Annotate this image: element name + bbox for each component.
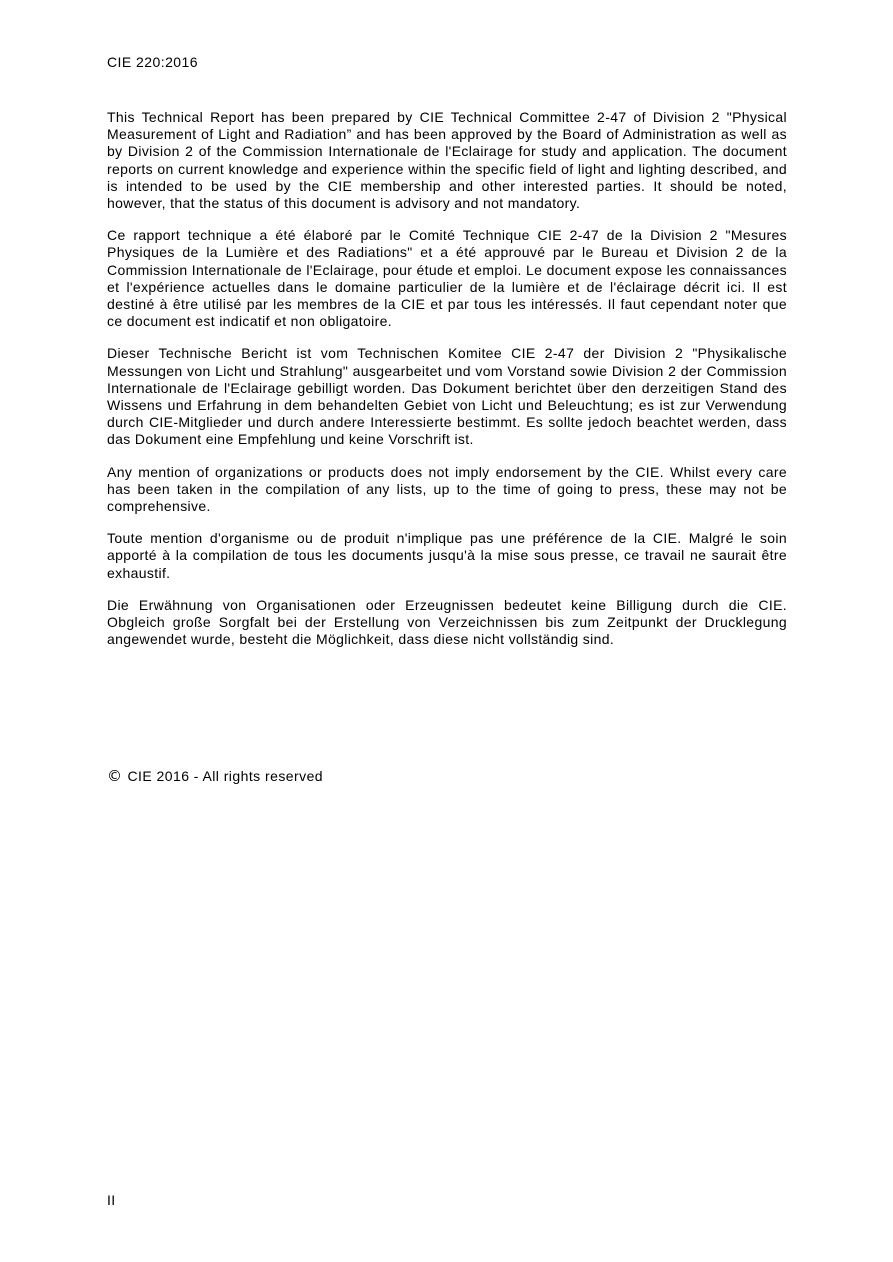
- copyright-text: CIE 2016 - All rights reserved: [127, 768, 324, 784]
- copyright-notice: [107, 768, 323, 785]
- copyright-symbol: ©: [107, 767, 123, 785]
- paragraph-german-report: Dieser Technische Bericht ist vom Technischen Komitee CIE 2-47 der Division 2 "Physikalische Messungen von Licht und Strahlung" ausgearbeitet und vom Vorstand sowie Division 2 der Commission Internationale de l'Eclairage gebilligt worden. Das Dokument berichtet über den derzeitigen Stand des Wissens und Erfahrung in dem behandelten Gebiet von Licht und Beleuchtung; es ist zur Verwendung durch CIE-Mitglieder und durch andere Interessierte bestimmt. Es sollte jedoch beachtet werden, dass das Dokument eine Empfehlung und keine Vorschrift ist.: [107, 345, 787, 448]
- body-text: [107, 109, 787, 663]
- document-id-header: CIE 220:2016: [107, 54, 199, 70]
- paragraph-german-disclaimer: Die Erwähnung von Organisationen oder Erzeugnissen bedeutet keine Billigung durch die CIE. Obgleich große Sorgfalt bei der Erstellung von Verzeichnissen bis zum Zeitpunkt der Drucklegung angewendet wurde, besteht die Möglichkeit, dass diese nicht vollständig sind.: [107, 596, 787, 648]
- paragraph-english-disclaimer: Any mention of organizations or products does not imply endorsement by the CIE. Whilst every care has been taken in the compilation of any lists, up to the time of going to press, these may not be comprehensive.: [107, 463, 787, 515]
- paragraph-english-report: This Technical Report has been prepared by CIE Technical Committee 2-47 of Division 2 "Physical Measurement of Light and Radiation” and has been approved by the Board of Administration as well as by Division 2 of the Commission Internationale de l'Eclairage for study and application. The document reports on current knowledge and experience within the specific field of light and lighting described, and is intended to be used by the CIE membership and other interested parties. It should be noted, however, that the status of this document is advisory and not mandatory.: [107, 109, 787, 212]
- paragraph-french-report: Ce rapport technique a été élaboré par le Comité Technique CIE 2-47 de la Division 2 "Mesures Physiques de la Lumière et des Radiations" et a été approuvé par le Bureau et Division 2 de la Commission Internationale de l'Eclairage, pour étude et emploi. Le document expose les connaissances et l'expérience actuelles dans le domaine particulier de la lumière et de l'éclairage décrit ici. Il est destiné à être utilisé par les membres de la CIE et par tous les intéressés. Il faut cependant noter que ce document est indicatif et non obligatoire.: [107, 227, 787, 330]
- paragraph-french-disclaimer: Toute mention d'organisme ou de produit n'implique pas une préférence de la CIE. Malgré le soin apporté à la compilation de tous les documents jusqu'à la mise sous presse, ce travail ne saurait être exhaustif.: [107, 530, 787, 581]
- page-number: II: [107, 1192, 116, 1208]
